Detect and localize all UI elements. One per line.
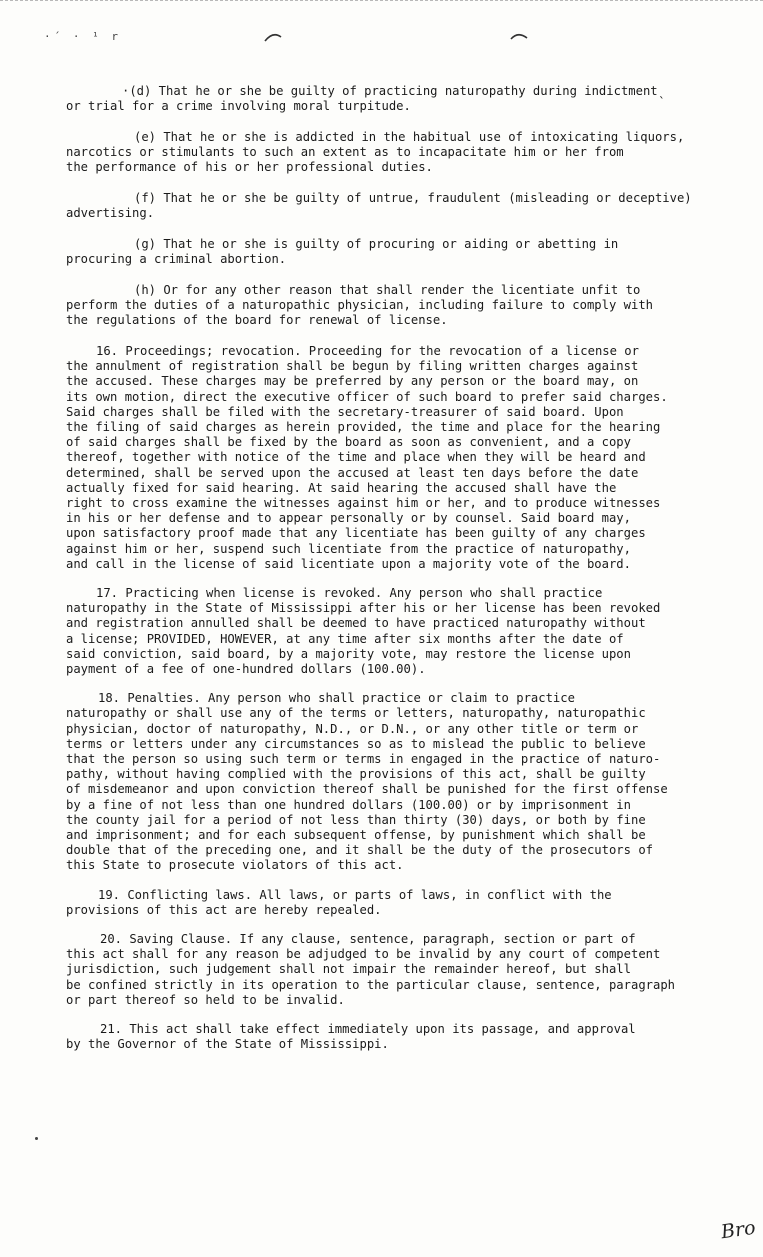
page-top-border <box>0 0 763 1</box>
section-17-revoked-license: 17. Practicing when license is revoked. Any person who shall practice naturopathy in the State of Mississippi after his or her license has been revoked and registration annulled shall be deemed to have practiced naturopathy without a license; PROVIDED, HOWEVER, at any time after six months after the date of said conviction, said board, by a majority vote, may restore the license upon payment of a fee of one-hundred dollars (100.00). <box>66 585 661 676</box>
section-19-conflicting-laws: 19. Conflicting laws. All laws, or parts of laws, in conflict with the provisions of this act are hereby repealed. <box>66 887 612 917</box>
paragraph-h: (h) Or for any other reason that shall render the licentiate unfit to perform the duties of a naturopathic physician, including failure to comply with the regulations of the board for renewal of license. <box>66 282 653 328</box>
caret-up-icon <box>264 30 282 42</box>
corner-marks: ·´ · ¹ r <box>44 30 121 43</box>
document-body <box>66 84 716 1066</box>
section-16-proceedings: 16. Proceedings; revocation. Proceeding for the revocation of a license or the annulment of registration shall be begun by filing written charges against the accused. These charges may be preferred by any person or the board may, on its own motion, direct the executive officer of such board to prefer said charges. Said charges shall be filed with the secretary-treasurer of said board. Upon the filing of said charges as herein provided, the time and place for the hearing of said charges shall be fixed by the board as soon as convenient, and a copy thereof, together with notice of the time and place when they will be heard and determined, shall be served upon the accused at least ten days before the date actually fixed for said hearing. At said hearing the accused shall have the right to cross examine the witnesses against him or her, and to produce witnesses in his or her defense and to appear personally or by counsel. Said board may, upon satisfactory proof made that any licentiate has been guilty of any charges against him or her, suspend such licentiate from the practice of naturopathy, and call in the license of said licentiate upon a majority vote of the board. <box>66 343 668 571</box>
section-21-effective: 21. This act shall take effect immediately upon its passage, and approval by the Governor of the State of Mississippi. <box>66 1022 636 1052</box>
caret-up-icon <box>510 30 528 42</box>
section-20-saving-clause: 20. Saving Clause. If any clause, sentence, paragraph, section or part of this act shall for any reason be adjudged to be invalid by any court of competent jurisdiction, such judgement shall not impair the remainder hereof, but shall be confined strictly in its operation to the particular clause, sentence, paragraph or part thereof so held to be invalid. <box>66 932 676 1007</box>
paragraph-e: (e) That he or she is addicted in the habitual use of intoxicating liquors, narcotics or stimulants to such an extent as to incapacitate him or her from the performance of his or her professional duties. <box>66 129 685 175</box>
paragraph-f: (f) That he or she be guilty of untrue, fraudulent (misleading or deceptive) advertising. <box>66 191 692 221</box>
signature-initials: Bro <box>719 1216 757 1244</box>
section-18-penalties: 18. Penalties. Any person who shall practice or claim to practice naturopathy or shall use any of the terms or letters, naturopathy, naturopathic physician, doctor of naturopathy, N.D., or D.N., or any other title or term or terms or letters under any circumstances so as to mislead the public to believe that the person so using such term or terms in engaged in the practice of naturo- pathy, without having complied with the provisions of this act, shall be guilty of misdemeanor and upon conviction thereof shall be punished for the first offense by a fine of not less than one hundred dollars (100.00) or by imprisonment in the county jail for a period of not less than thirty (30) days, or both by fine and imprisonment; and for each subsequent offense, by punishment which shall be double that of the preceding one, and it shall be the duty of the prosecutors of this State to prosecute violators of this act. <box>66 691 668 873</box>
paragraph-g: (g) That he or she is guilty of procuring or aiding or abetting in procuring a criminal abortion. <box>66 236 619 267</box>
paragraph-d: ·(d) That he or she be guilty of practicing naturopathy during indictmentˎ or trial for a crime involving moral turpitude. <box>66 84 665 114</box>
stray-mark <box>35 1137 38 1140</box>
